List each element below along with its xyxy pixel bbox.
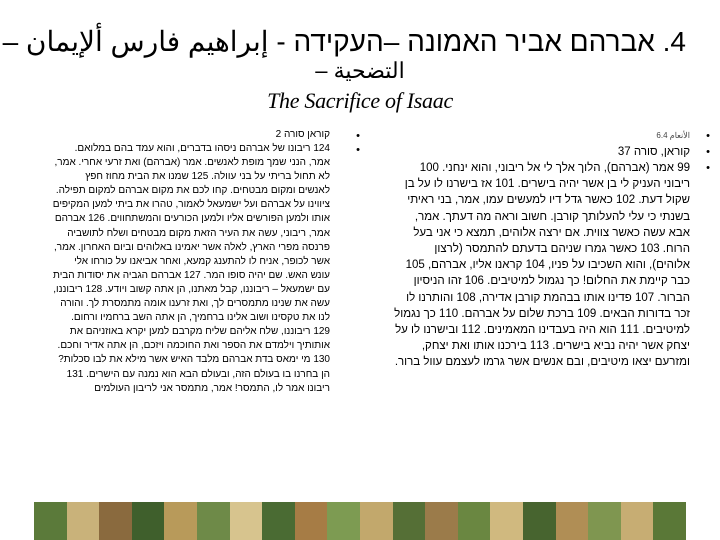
bullet-icon: • <box>706 146 710 158</box>
mosaic-tile <box>67 502 100 540</box>
mosaic-tile <box>425 502 458 540</box>
mosaic-tile <box>490 502 523 540</box>
mosaic-tile <box>653 502 686 540</box>
mosaic-tile <box>164 502 197 540</box>
sura-heading: קוראן, סורה 37 <box>617 146 690 158</box>
mosaic-tile <box>458 502 491 540</box>
mosaic-tile <box>523 502 556 540</box>
verses-text: 99 אמר (אברהם), הלוך אלך לי אל ריבוני, והוא ינחני. 100 ריבוני העניק לי בן אשר יהיה בישרים. 101 אז בישרנו לו על בן שקול דעת. 102 כאשר גדל דיו למעשים עמו, אמר, בני ראיתי בשנתי כי עלי להעלותך קורבן. חשוב וראה מה דעתך. אמר, אבא עשה כאשר צווית. אם ירצה אלוהים, תמצא כי אני בעל הרוח. 103 כאשר גמרו שניהם בדעתם להתמסר (לרצון אלוהים), והוא השכיבו על פניו, 104 קראנו אליו, אברהם, 105 כבר קיימת את החלום! כך נגמול למיטיבים. 106 זהו הניסיון הברור. 107 פדינו אותו בבהמת קורבן אדירה, 108 והותרנו לו זכר בדורות הבאים. 109 ברכת שלום על אברהם. 110 כך נגמול למיטיבים. 111 הוא היה בעבדינו המאמינים. 112 ובישרנו לו על יצחק אשר יהיה נביא בישרים. 113 בירכנו אותו ואת יצחק, ומזרעם יצאו מיטיבים, ובם אנשים אשר גרמו לעצמם עוול ברור. <box>394 162 690 369</box>
mosaic-tile <box>99 502 132 540</box>
page-title-line1: 4. אברהם אביר האמונה –העקידה - إبراهيم فارس ألإيمان – <box>2 26 686 57</box>
left-item-sura-title <box>52 128 360 142</box>
mosaic-tile <box>295 502 328 540</box>
sura-heading: קוראן סורה 2 <box>275 129 330 140</box>
arabic-reference: الأنعام 6.4 <box>656 131 690 140</box>
mosaic-tile <box>230 502 263 540</box>
mosaic-tile <box>588 502 621 540</box>
bullet-icon: • <box>706 130 710 142</box>
mosaic-tile <box>197 502 230 540</box>
decorative-mosaic-strip <box>34 502 686 540</box>
mosaic-tile <box>262 502 295 540</box>
verses-text: 124 ריבונו של אברהם ניסהו בדברים, והוא עמד בהם במלואם. אמר, הנני שמך מופת לאנשים. אמר (אברהם) ואת זרעי אחרי. אמר, לא תחול בריתי על בני עוולה. 125 שמנו את הבית מחוז חפץ לאנשים ומקום מבטחים. קחו לכם את מקום אברהם למקום תפילה. ציווינו על אברהם ועל ישמעאל לאמור, טהרו את ביתי למען המקיפים אותו ולמען הפורשים אליו ולמען הכורעים והמשתחווים. 126 אברהם אמר, ריבוני, עשה את העיר הזאת מקום מבטחים ושלח לתושביה פרנסה מפרי הארץ, לאלה אשר יאמינו באלוהים וביום האחרון. אמר, אשר לכופר, אניח לו להתענג קמעא, ואחר אביאנו על כורחו אלי עונש האש. שם יהיה סופו המר. 127 אברהם הגביה את יסודות הבית עם ישמעאל – ריבוננו, קבל מאתנו, הן אתה קשוב ויודע. 128 ריבוננו, עשה את שנינו מתמסרים לך, ואת זרענו אומה מתמסרת לך. והורה לנו את טקסינו ושוב אלינו ברחמיך, הן אתה השב ברחמיו ורחום. 129 ריבוננו, שלח אליהם שליח מקרבם למען יקרא באוזניהם את אותותיך וילמדם את הספר ואת החוכמה ויזכם, הן אתה אדיר וחכם. 130 מי ימאס בדת אברהם מלבד האיש אשר מילא את לבו סכלות? הן בחרנו בו בעולם הזה, ובעולם הבא הוא נמנה עם הישרים. 131 ריבונו אמר לו, התמסר! אמר, מתמסר אני לריבון העולמים <box>52 143 330 394</box>
left-column <box>52 128 360 396</box>
right-item-verses <box>394 160 712 371</box>
bullet-icon: • <box>356 144 360 156</box>
page-title-line2-arabic: التضحية – <box>315 58 405 83</box>
page-title-english: The Sacrifice of Isaac <box>267 88 453 113</box>
mosaic-tile <box>327 502 360 540</box>
right-column <box>394 128 712 371</box>
right-item-sura-title <box>394 144 712 160</box>
mosaic-tile <box>34 502 67 540</box>
mosaic-tile <box>132 502 165 540</box>
right-item-arabic-ref <box>394 128 712 144</box>
left-item-verses <box>52 142 360 396</box>
bullet-icon: • <box>356 130 360 142</box>
mosaic-tile <box>556 502 589 540</box>
mosaic-tile <box>621 502 654 540</box>
mosaic-tile <box>393 502 426 540</box>
bullet-icon: • <box>706 162 710 174</box>
mosaic-tile <box>360 502 393 540</box>
